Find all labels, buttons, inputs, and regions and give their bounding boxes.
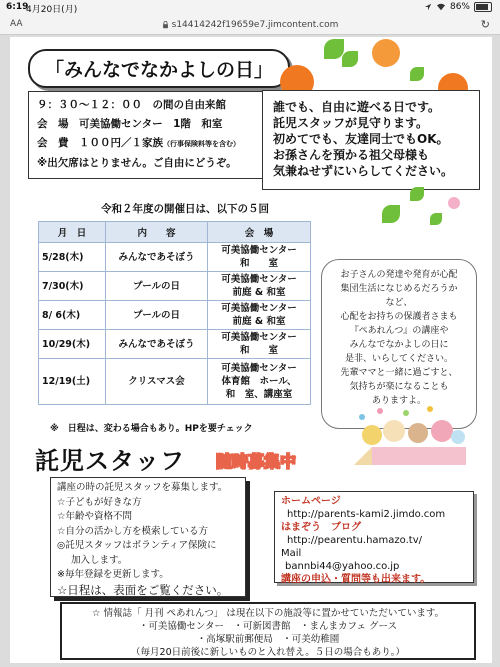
event-fee-note: （行事保険料等を含む） (163, 140, 240, 148)
flyer-page (10, 37, 492, 663)
table-row (39, 330, 311, 359)
recruiting-banner: 随時募集中 (214, 449, 298, 472)
recruit-line: ☆日程は、表面をご覧ください。 (57, 582, 229, 597)
place-line: 可美協働センター (221, 274, 297, 285)
support-line: 集団生活になじめるだろうか (340, 284, 458, 294)
schedule-content: プールの日 (106, 301, 208, 330)
place-line: 可美協働センター (221, 303, 297, 314)
place-line: 前庭 & 和室 (232, 287, 286, 298)
message-line: 託児スタッフが見守ります。 (273, 116, 429, 130)
homepage-link[interactable]: http://parents-kami2.jimdo.com (287, 509, 446, 520)
event-info-box (28, 91, 272, 179)
schedule-content: みんなであそぼう (106, 243, 208, 272)
distribution-line: ☆ 情報誌「 月刊 ぺあれんつ」 は現在以下の施設等に置かせていただいています。 (91, 608, 445, 619)
schedule-place (208, 301, 311, 330)
place-line: 和 室 (239, 345, 278, 356)
event-fee (37, 134, 263, 154)
table-row (39, 301, 311, 330)
blog-link[interactable]: http://pearentu.hamazo.tv/ (287, 535, 422, 546)
mail-link[interactable]: bannbi44@yahoo.co.jp (285, 561, 400, 572)
schedule-place (208, 243, 311, 272)
place-line: 可美協働センター (221, 245, 297, 256)
event-time: ９：３０～１２：００ の間の自由来館 (37, 99, 226, 111)
column-header-date: 月 日 (39, 222, 106, 243)
support-line: 心配をお持ちの保護者さまも (340, 312, 458, 322)
welcome-message-box (262, 90, 480, 190)
staff-title: 託児スタッフ (35, 447, 185, 475)
place-line: 体育館 ホール、 (221, 376, 297, 387)
schedule-content: プールの日 (106, 272, 208, 301)
lock-icon (162, 21, 169, 29)
clover-decoration (324, 39, 344, 59)
reload-icon[interactable]: ↻ (480, 18, 490, 31)
wifi-icon (436, 3, 446, 11)
support-line: 『ぺあれんつ』の講座や (349, 326, 449, 336)
support-line: お子さんの発達や発育が心配 (340, 270, 458, 280)
column-header-content: 内 容 (106, 222, 208, 243)
table-row (39, 359, 311, 405)
support-line: 先輩ママと一緒に過ごすと、 (340, 368, 458, 378)
message-line: 誰でも、自由に遊べる日です。 (273, 100, 441, 114)
schedule-date: 8/ 6(木) (39, 301, 106, 330)
distribution-line: ・高塚駅前郵便局 ・可美幼稚園 (196, 634, 340, 645)
recruit-line: ☆自分の活かし方を模索している方 (57, 525, 209, 537)
schedule-date: 5/28(木) (39, 243, 106, 272)
leaf-decoration (410, 67, 424, 81)
column-header-place: 会 場 (208, 222, 311, 243)
schedule-place (208, 330, 311, 359)
recruit-line: ◎託児スタッフはボランティア保険に (57, 540, 217, 551)
schedule-content: クリスマス会 (106, 359, 208, 405)
recruit-line: 講座の時の託児スタッフを募集します。 (57, 482, 228, 493)
status-date: 4月20日(月) (26, 5, 78, 15)
url-text[interactable]: s14414242f19659e7.jimcontent.com (171, 20, 339, 30)
battery-icon (474, 2, 492, 12)
distribution-line: （毎月20日前後に新しいものと入れ替え。５日の場合もあり。） (131, 647, 405, 658)
recruit-list-box (50, 477, 246, 597)
schedule-place (208, 272, 311, 301)
support-line: 気持ちが楽になることも (349, 382, 449, 392)
support-line: 是非、いらしてください。 (344, 354, 453, 364)
recruit-line: 加入します。 (71, 554, 128, 566)
event-fee-main: 会 費 １００円／１家族 (37, 137, 163, 149)
distribution-info-box (60, 602, 476, 660)
mail-label: Mail (281, 548, 302, 559)
status-time: 6:19 (6, 2, 29, 12)
text-size-button[interactable]: AA (10, 19, 23, 29)
place-line: 可美協働センター (221, 363, 297, 374)
status-bar (0, 0, 500, 16)
schedule-note: ※ 日程は、変わる場合もあり。HPを要チェック (50, 424, 253, 434)
message-line: 気兼ねせずにいらしてください。 (273, 164, 454, 178)
place-line: 和 室、講座室 (225, 389, 293, 400)
schedule-content: みんなであそぼう (106, 330, 208, 359)
place-line: 前庭 & 和室 (232, 316, 286, 327)
message-line: 初めてでも、友達同士でもOK。 (273, 132, 449, 146)
event-venue: 会 場 可美協働センター 1階 和室 (37, 118, 223, 130)
leaf-decoration (382, 205, 400, 223)
support-line: みんなでなかよしの日に (349, 340, 449, 350)
table-header-row (39, 222, 311, 243)
place-line: 和 室 (239, 258, 278, 269)
recruit-line: ☆子どもが好きな方 (57, 496, 142, 508)
flyer-title: 「みんなでなかよしの日」 (28, 49, 290, 88)
table-row (39, 272, 311, 301)
leaf-decoration (410, 187, 424, 201)
clover-decoration (342, 51, 358, 67)
leaf-decoration (430, 213, 442, 225)
support-line: ありますよ。 (371, 396, 426, 406)
contact-box (274, 491, 474, 583)
event-attendance-note: ※出欠席はとりません。ご自由にどうぞ。 (37, 157, 237, 169)
blog-label: はまぞう ブログ (281, 522, 361, 533)
place-line: 可美協働センター (221, 332, 297, 343)
recruit-line: ☆年齢や資格不問 (57, 511, 133, 522)
message-line: お孫さんを預かる祖父母様も (273, 148, 430, 162)
battery-fill (476, 4, 488, 10)
support-line: など、 (385, 298, 413, 308)
schedule-date: 7/30(木) (39, 272, 106, 301)
address-bar[interactable] (0, 16, 500, 35)
flower-decoration (448, 197, 460, 209)
animals-pencil-decoration (350, 403, 470, 475)
location-icon (424, 3, 432, 11)
table-row (39, 243, 311, 272)
schedule-place (208, 359, 311, 405)
status-right (424, 2, 492, 12)
schedule-date: 12/19(土) (39, 359, 106, 405)
schedule-date: 10/29(木) (39, 330, 106, 359)
schedule-heading: 令和２年度の開催日は、以下の５回 (101, 203, 269, 215)
schedule-table (38, 221, 311, 405)
homepage-label: ホームページ (281, 496, 341, 507)
flower-decoration (372, 39, 400, 67)
recruit-line: ※毎年登録を更新します。 (57, 569, 169, 580)
apply-note: 講座の申込・質問等も出来ます。 (281, 574, 431, 585)
distribution-line: ・可美協働センター ・可新図書館 ・まんまカフェ グース (138, 621, 398, 632)
battery-percent: 86% (449, 2, 470, 12)
